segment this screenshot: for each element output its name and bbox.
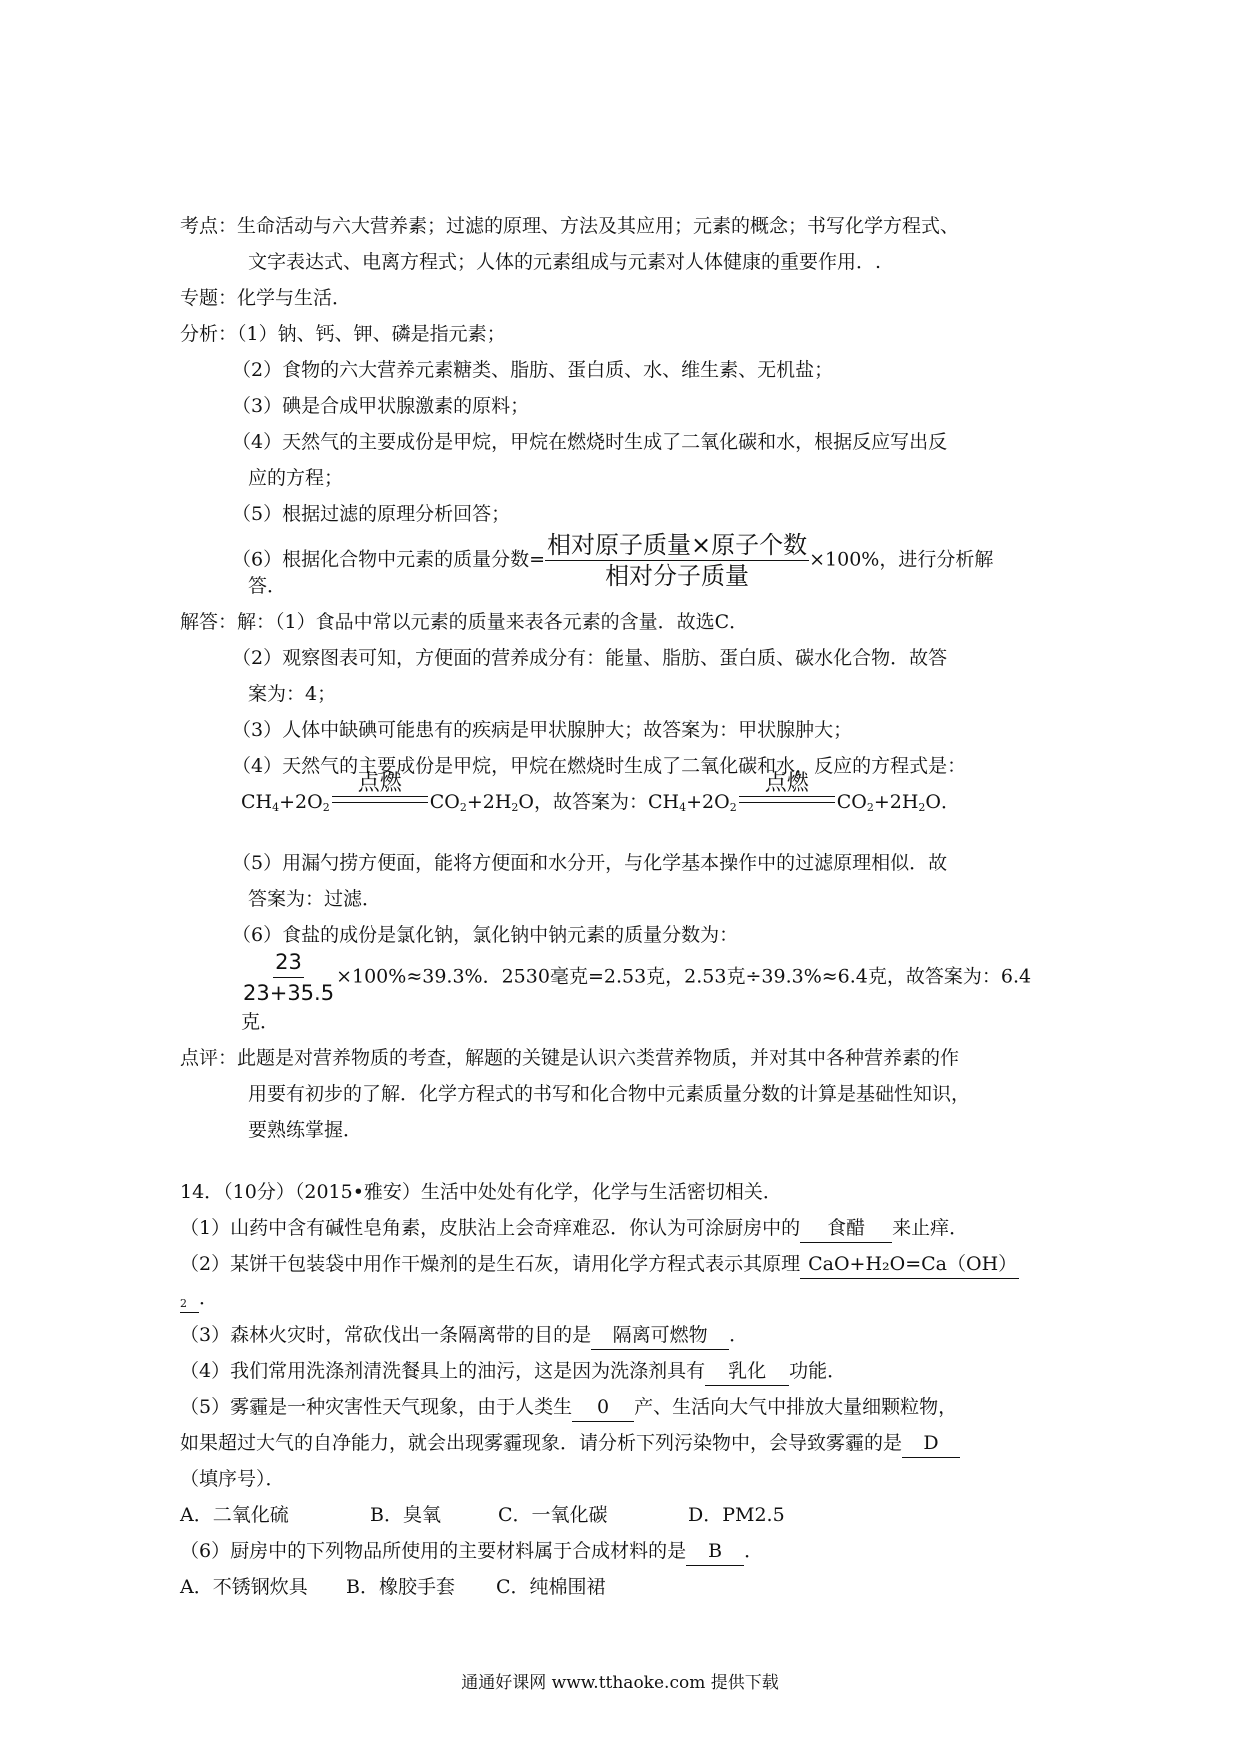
q14-s6-options <box>180 1569 606 1605</box>
formula-numerator: 相对原子质量×原子个数 <box>547 531 808 559</box>
fenxi-p6-end: 答． <box>248 575 287 597</box>
q14-s1-post: 来止痒． <box>892 1217 969 1239</box>
q14-s2-sub-digit: 2 <box>180 1297 187 1310</box>
dianping-text-1: 此题是对营养物质的考查，解题的关键是认识六类营养物质，并对其中各种营养素的作 <box>237 1047 960 1069</box>
fenxi-line-1 <box>180 316 506 352</box>
q14-sub-2-cont <box>180 1280 218 1316</box>
reaction-condition-sign-2 <box>739 772 835 815</box>
sodium-fraction <box>241 947 336 1008</box>
q14-sub-5a <box>180 1389 957 1425</box>
fenxi-p2: （2）食物的六大营养元素糖类、脂肪、蛋白质、水、维生素、无机盐； <box>232 359 834 381</box>
q14-s6-post: ． <box>744 1540 764 1562</box>
fenxi-p6 <box>232 530 993 591</box>
jieda-line-1 <box>180 604 748 640</box>
fenxi-p6-pre: （6）根据化合物中元素的质量分数= <box>232 548 546 571</box>
q14-s5-option-d: D．PM2.5 <box>688 1504 785 1526</box>
reaction-condition-1: 点燃 <box>357 771 402 796</box>
q14-s5-option-a: A．二氧化硫 <box>180 1504 289 1526</box>
q14-s5a-pre: （5）雾霾是一种灾害性天气现象，由于人类生 <box>180 1396 573 1418</box>
equation-end: ． <box>940 791 960 813</box>
page-footer: 通通好课网 www.tthaoke.com 提供下载 <box>461 1673 779 1693</box>
zhuanti-label: 专题： <box>180 287 238 309</box>
q14-s4-answer: 乳化 <box>705 1357 789 1386</box>
q14-s5-option-b: B．臭氧 <box>370 1504 441 1526</box>
sodium-fraction-numerator: 23 <box>273 947 304 978</box>
equation-right-2: $CO_2+2H_2O$ <box>836 791 941 814</box>
q14-s3-pre: （3）森林火灾时，常砍伐出一条隔离带的目的是 <box>180 1324 592 1346</box>
q14-sub-2 <box>180 1246 1019 1282</box>
double-bar-1 <box>332 796 428 803</box>
equation-mid: ，故答案为： <box>533 791 648 813</box>
jieda-a6a: （6）食盐的成份是氯化钠，氯化钠中钠元素的质量分数为： <box>232 924 739 946</box>
q14-s3-answer: 隔离可燃物 <box>591 1321 729 1350</box>
jieda-a3: （3）人体中缺碘可能患有的疾病是甲状腺肿大；故答案为：甲状腺肿大； <box>232 719 853 741</box>
equation-left-1: $CH_4+2O_2$ <box>241 791 330 814</box>
q14-s6-option-b: B．橡胶手套 <box>346 1576 455 1598</box>
dianping-line-2: 用要有初步的了解．化学方程式的书写和化合物中元素质量分数的计算是基础性知识， <box>248 1083 971 1105</box>
jieda-a4a: （4）天然气的主要成份是甲烷，甲烷在燃烧时生成了二氧化碳和水，反应的方程式是： <box>232 755 967 777</box>
fenxi-p6-post: ×100%，进行分析解 <box>809 548 994 571</box>
fenxi-p1: （1）钠、钙、钾、磷是指元素； <box>237 323 506 345</box>
jieda-a6-post: ×100%≈39.3%．2530毫克=2.53克，2.53克÷39.3%≈6.4克，故答案为：6.4 <box>336 965 1032 988</box>
q14-sub-6 <box>180 1533 763 1569</box>
jieda-a6-calc <box>241 947 1031 1008</box>
zhuanti-line <box>180 280 351 316</box>
jieda-a5a: （5）用漏勺捞方便面，能将方便面和水分开，与化学基本操作中的过滤原理相似．故 <box>232 852 948 874</box>
fenxi-p5: （5）根据过滤的原理分析回答； <box>232 503 511 525</box>
q14-s1-answer: 食醋 <box>800 1214 892 1243</box>
jieda-a1: 解：（1）食品中常以元素的质量来表各元素的含量．故选C． <box>237 611 749 633</box>
q14-s4-pre: （4）我们常用洗涤剂清洗餐具上的油污，这是因为洗涤剂具有 <box>180 1360 706 1382</box>
jieda-equation <box>241 772 960 815</box>
sodium-fraction-denominator: 23+35.5 <box>243 981 335 1005</box>
jieda-a2a: （2）观察图表可知，方便面的营养成分有：能量、脂肪、蛋白质、碳水化合物．故答 <box>232 647 948 669</box>
dianping-line-3: 要熟练掌握． <box>248 1119 363 1141</box>
equation-left-2: $CH_4+2O_2$ <box>648 791 737 814</box>
q14-s6-pre: （6）厨房中的下列物品所使用的主要材料属于合成材料的是 <box>180 1540 687 1562</box>
q14-s5b-pre: 如果超过大气的自净能力，就会出现雾霾现象．请分析下列污染物中，会导致雾霾的是 <box>180 1432 903 1454</box>
fenxi-p4b: 应的方程； <box>248 467 344 489</box>
reaction-condition-2: 点燃 <box>764 771 809 796</box>
q14-s5b-answer: D <box>902 1429 960 1458</box>
jieda-a6-end: 克． <box>241 1011 280 1033</box>
kaodian-label: 考点： <box>180 215 238 237</box>
q14-s3-post: ． <box>729 1324 749 1346</box>
q14-sub-1 <box>180 1210 968 1246</box>
dianping-line-1 <box>180 1040 959 1076</box>
fenxi-p3: （3）碘是合成甲状腺激素的原料； <box>232 395 530 417</box>
jieda-a2b: 案为：4； <box>248 683 337 705</box>
jieda-label: 解答： <box>180 611 238 633</box>
q14-s5-options <box>180 1497 785 1533</box>
kaodian-text-1: 生命活动与六大营养素；过滤的原理、方法及其应用；元素的概念；书写化学方程式、 <box>237 215 960 237</box>
q14-sub-3 <box>180 1317 748 1353</box>
q14-s2-answer-subscript <box>180 1284 199 1313</box>
q14-sub-5b <box>180 1425 960 1461</box>
q14-sub-5c: （填序号）． <box>180 1468 285 1490</box>
equation-right-1: $CO_2+2H_2O$ <box>429 791 534 814</box>
fenxi-label: 分析： <box>180 323 238 345</box>
mass-fraction-formula <box>545 530 809 591</box>
kaodian-line-1 <box>180 208 959 244</box>
zhuanti-text: 化学与生活． <box>237 287 352 309</box>
formula-denominator: 相对分子质量 <box>605 562 750 590</box>
q14-s5-option-c: C．一氧化碳 <box>498 1504 608 1526</box>
q14-s2-end: ． <box>199 1287 219 1309</box>
q14-s4-post: 功能． <box>789 1360 847 1382</box>
q14-sub-4 <box>180 1353 846 1389</box>
q14-s5a-post: 产、生活向大气中排放大量细颗粒物， <box>634 1396 958 1418</box>
question-14-title: 14．（10分）（2015•雅安）生活中处处有化学，化学与生活密切相关． <box>180 1181 782 1203</box>
fenxi-p4a: （4）天然气的主要成份是甲烷，甲烷在燃烧时生成了二氧化碳和水，根据反应写出反 <box>232 431 948 453</box>
dianping-label: 点评： <box>180 1047 238 1069</box>
q14-s5a-answer: 0 <box>572 1393 634 1422</box>
q14-s1-pre: （1）山药中含有碱性皂角素，皮肤沾上会奇痒难忍．你认为可涂厨房中的 <box>180 1217 801 1239</box>
q14-s6-option-c: C．纯棉围裙 <box>496 1576 606 1598</box>
reaction-condition-sign-1 <box>332 772 428 815</box>
jieda-a5b: 答案为：过滤． <box>248 888 382 910</box>
q14-s2-answer: CaO+H₂O=Ca（OH） <box>800 1250 1019 1279</box>
q14-s2-pre: （2）某饼干包装袋中用作干燥剂的是生石灰，请用化学方程式表示其原理 <box>180 1253 801 1275</box>
kaodian-line-2: 文字表达式、电离方程式；人体的元素组成与元素对人体健康的重要作用．. <box>248 251 882 273</box>
q14-s6-answer: B <box>686 1537 744 1566</box>
q14-s6-option-a: A．不锈钢炊具 <box>180 1576 308 1598</box>
double-bar-2 <box>739 796 835 803</box>
